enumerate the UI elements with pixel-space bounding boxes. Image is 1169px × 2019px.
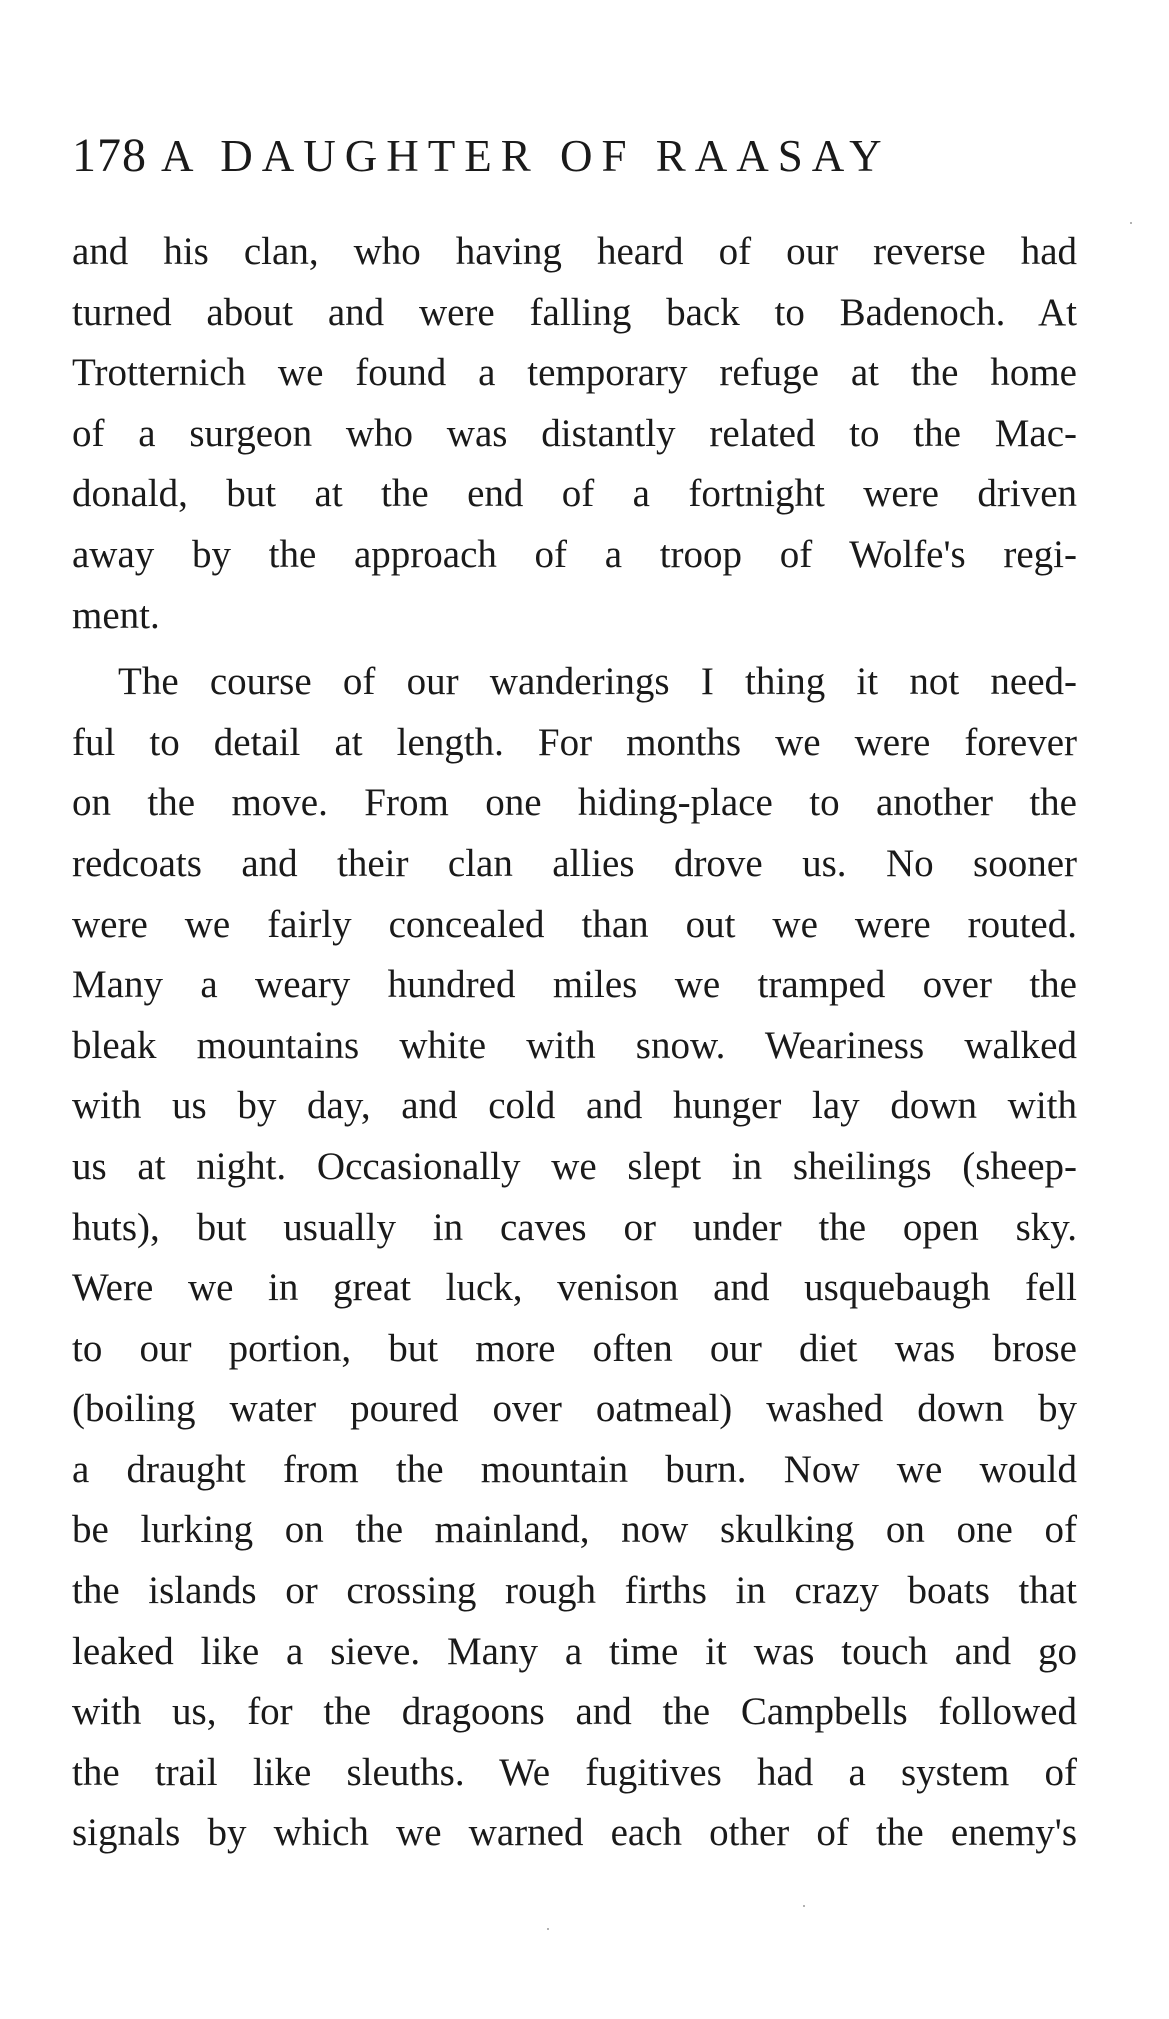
- book-title: A DAUGHTER OF RAASAY: [161, 131, 891, 181]
- text-line: Were we in great luck, venison and usquebaugh fell: [72, 1266, 1077, 1310]
- text-line: Many a weary hundred miles we tramped over the: [72, 963, 1077, 1007]
- text-line: donald, but at the end of a fortnight were driven: [72, 472, 1077, 516]
- text-line: and his clan, who having heard of our reverse had: [72, 230, 1077, 273]
- text-line: Trotternich we found a temporary refuge at the home: [72, 351, 1077, 395]
- text-line: be lurking on the mainland, now skulking on one of: [72, 1508, 1077, 1552]
- paper-speck: [803, 1905, 805, 1907]
- text-line: ful to detail at length. For months we were forever: [72, 720, 1077, 764]
- text-line: leaked like a sieve. Many a time it was touch and go: [72, 1629, 1077, 1673]
- text-line: signals by which we warned each other of the enemy's: [72, 1811, 1077, 1855]
- text-line: bleak mountains white with snow. Weariness walked: [72, 1023, 1077, 1067]
- text-line: with us by day, and cold and hunger lay down with: [72, 1084, 1077, 1128]
- page-number: 178: [72, 129, 147, 182]
- paper-speck: [1130, 222, 1132, 224]
- text-line: the trail like sleuths. We fugitives had a system of: [72, 1750, 1077, 1794]
- body-text: [72, 222, 1077, 1864]
- text-line: a draught from the mountain burn. Now we would: [72, 1447, 1077, 1491]
- text-line: were we fairly concealed than out we were routed.: [72, 902, 1077, 946]
- text-line: with us, for the dragoons and the Campbells followed: [72, 1690, 1077, 1734]
- running-head: [72, 128, 1082, 198]
- paragraph-2: [72, 652, 1077, 1864]
- text-line: the islands or crossing rough firths in crazy boats that: [72, 1569, 1077, 1613]
- text-line: (boiling water poured over oatmeal) washed down by: [72, 1387, 1077, 1431]
- text-line: redcoats and their clan allies drove us. No sooner: [72, 841, 1077, 885]
- text-line: turned about and were falling back to Badenoch. At: [72, 290, 1077, 334]
- text-line: to our portion, but more often our diet was brose: [72, 1326, 1077, 1370]
- text-line: away by the approach of a troop of Wolfe's regi-: [72, 532, 1077, 576]
- text-line: ment.: [72, 593, 160, 637]
- text-line: on the move. From one hiding-place to another the: [72, 781, 1077, 825]
- paragraph-1: [72, 222, 1077, 646]
- text-line: of a surgeon who was distantly related to the Mac-: [72, 411, 1077, 455]
- text-line: us at night. Occasionally we slept in sheilings (sheep-: [72, 1144, 1077, 1188]
- text-line: The course of our wanderings I thing it not need-: [118, 660, 1077, 704]
- paper-speck: [547, 1928, 549, 1930]
- text-line: huts), but usually in caves or under the open sky.: [72, 1205, 1077, 1249]
